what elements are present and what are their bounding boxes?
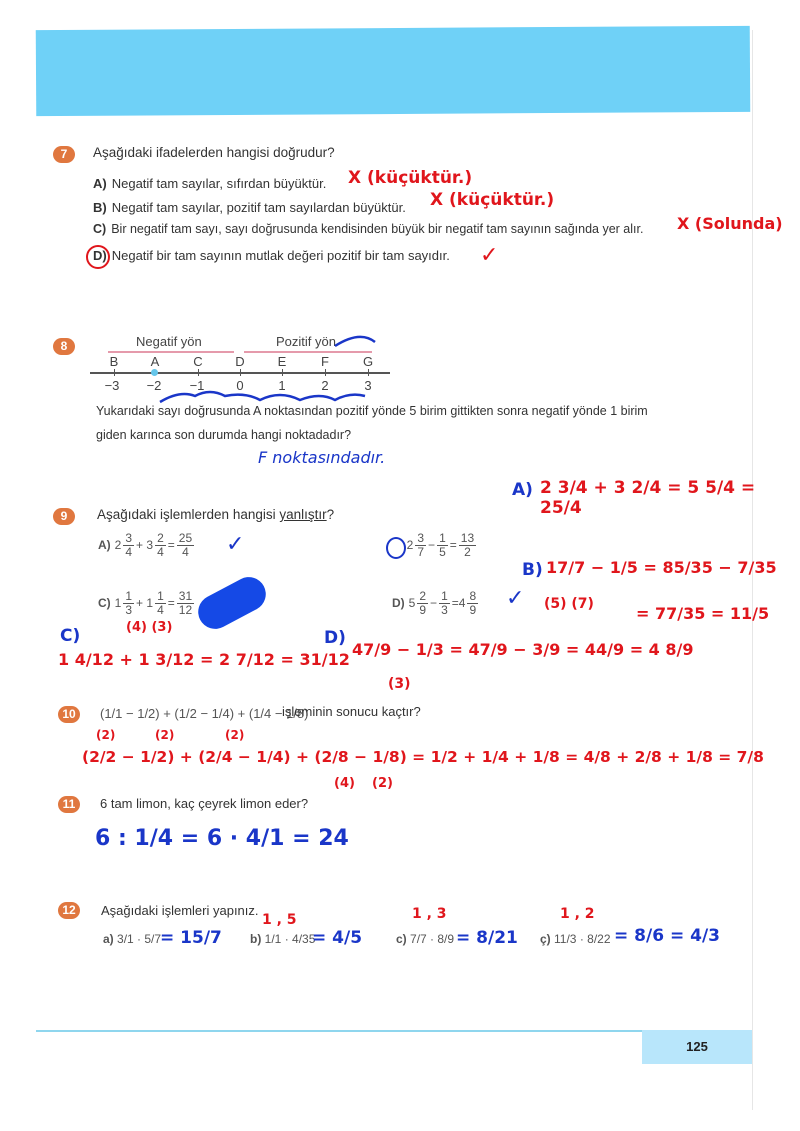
q7-option-d: D) Negatif bir tam sayının mutlak değeri pozitif bir tam sayıdır. bbox=[93, 248, 450, 263]
q9-work-a: 2 3/4 + 3 2/4 = 5 5/4 = 25/4 bbox=[540, 478, 756, 518]
q10-expansion-3: (2) bbox=[225, 728, 245, 742]
question-11-text: 6 tam limon, kaç çeyrek limon eder? bbox=[100, 796, 309, 811]
q7-option-a-mark: X (küçüktür.) bbox=[348, 168, 473, 188]
q9-work-d-expansion: (3) bbox=[388, 676, 411, 692]
q7-option-a: A) Negatif tam sayılar, sıfırdan büyüktür. bbox=[93, 176, 327, 191]
tick-value: −2 bbox=[146, 378, 162, 393]
question-number-10: 10 bbox=[58, 706, 80, 723]
q9-option-c: C) 1 $\frac{1}{3}$ + 1 $\frac{1}{4}$ = $\frac{31}{12}$ bbox=[98, 589, 193, 617]
tick-value: 0 bbox=[236, 378, 244, 393]
point-label-d: D bbox=[235, 354, 245, 369]
question-number-7: 7 bbox=[53, 146, 75, 163]
q9-work-c-expansions: (4) (3) bbox=[126, 620, 173, 635]
tick-value: 1 bbox=[278, 378, 286, 393]
q10-work-expansion-1: (4) bbox=[334, 776, 355, 791]
q12-item-b-answer: = 4/5 bbox=[312, 928, 363, 948]
point-label-a: A bbox=[150, 354, 160, 369]
q7-option-c-mark: X (Solunda) bbox=[677, 214, 783, 233]
footer-line bbox=[36, 1030, 642, 1032]
q9-d-checkmark: ✓ bbox=[506, 586, 525, 611]
question-10-text: işleminin sonucu kaçtır? bbox=[282, 704, 421, 719]
tick-value: −3 bbox=[104, 378, 120, 393]
tick-value: −1 bbox=[189, 378, 205, 393]
point-label-f: F bbox=[321, 354, 329, 369]
question-number-8: 8 bbox=[53, 338, 75, 355]
question-12-text: Aşağıdaki işlemleri yapınız. bbox=[101, 903, 259, 918]
point-label-b: B bbox=[109, 354, 119, 369]
q12-item-b-cancellation: 1 , 5 bbox=[262, 912, 297, 928]
handwritten-jump-arrows bbox=[150, 330, 390, 410]
q9-work-c-tag: C) bbox=[60, 626, 81, 646]
page-number: 125 bbox=[642, 1030, 752, 1064]
q12-item-c-cedilla-answer: = 8/6 = 4/3 bbox=[614, 926, 720, 946]
q9-option-d: D) 5 $\frac{2}{9}$ − $\frac{1}{3}$ = 4 $\frac{8}{9}$ bbox=[392, 589, 477, 617]
q7-option-b: B) Negatif tam sayılar, pozitif tam sayılardan büyüktür. bbox=[93, 200, 406, 215]
q12-item-c: c) 7/7 · 8/9 bbox=[396, 932, 455, 946]
q9-work-b-line1: 17/7 − 1/5 = 85/35 − 7/35 bbox=[546, 558, 777, 577]
q9-work-a-tag: A) bbox=[512, 480, 533, 500]
question-9-text: Aşağıdaki işlemlerden hangisi yanlıştır? bbox=[97, 507, 335, 522]
blue-ink-blot bbox=[192, 571, 272, 635]
q12-item-c-cedilla-cancellation: 1 , 2 bbox=[560, 906, 595, 922]
q9-work-b-line2: = 77/35 = 11/5 bbox=[636, 604, 770, 623]
q9-work-b-tag: B) bbox=[522, 560, 543, 580]
question-number-11: 11 bbox=[58, 796, 80, 813]
q12-item-c-cancellation: 1 , 3 bbox=[412, 906, 447, 922]
q10-expression: (1/1 − 1/2) + (1/2 − 1/4) + (1/4 − 1/8) bbox=[100, 706, 309, 721]
q7-option-c: C) Bir negatif tam sayı, sayı doğrusunda kendisinden büyük bir negatif tam sayının sağında yer alır. bbox=[93, 222, 644, 236]
question-number-12: 12 bbox=[58, 902, 80, 919]
question-number-9: 9 bbox=[53, 508, 75, 525]
q12-item-c-answer: = 8/21 bbox=[456, 928, 518, 948]
q9-a-checkmark: ✓ bbox=[226, 532, 245, 557]
q9-work-d: 47/9 − 1/3 = 47/9 − 3/9 = 44/9 = 4 8/9 bbox=[352, 640, 694, 659]
q9-work-d-tag: D) bbox=[324, 628, 346, 648]
point-label-c: C bbox=[193, 354, 203, 369]
q12-item-c-cedilla: ç) 11/3 · 8/22 bbox=[540, 932, 611, 946]
q9-option-a: A) 2 $\frac{3}{4}$ + 3 $\frac{2}{4}$ = $\frac{25}{4}$ bbox=[98, 531, 193, 559]
header-banner bbox=[36, 26, 751, 116]
q10-handwritten-work: (2/2 − 1/2) + (2/4 − 1/4) + (2/8 − 1/8) = 1/2 + 1/4 + 1/8 = 4/8 + 2/8 + 1/8 = 7/8 bbox=[82, 748, 764, 766]
q12-item-a: a) 3/1 · 5/7 bbox=[103, 932, 162, 946]
q10-work-expansion-2: (2) bbox=[372, 776, 393, 791]
tick-value: 2 bbox=[321, 378, 329, 393]
q9-option-b: 2 $\frac{3}{7}$ − $\frac{1}{5}$ = $\frac{13}{2}$ bbox=[406, 531, 475, 559]
q8-handwritten-answer: F noktasındadır. bbox=[258, 448, 386, 467]
q9-work-b-expansions: (5) (7) bbox=[544, 596, 594, 612]
q10-expansion-1: (2) bbox=[96, 728, 116, 742]
negative-direction-label: Negatif yön bbox=[136, 334, 202, 349]
question-8-line2: giden karınca son durumda hangi noktadadır? bbox=[96, 428, 352, 442]
q7-option-b-mark: X (küçüktür.) bbox=[430, 190, 555, 210]
positive-direction-label: Pozitif yön bbox=[276, 334, 336, 349]
q12-item-a-answer: = 15/7 bbox=[160, 928, 222, 948]
q7-option-d-checkmark: ✓ bbox=[480, 243, 499, 268]
q12-item-b: b) 1/1 · 4/35 bbox=[250, 932, 316, 946]
question-7-text: Aşağıdaki ifadelerden hangisi doğrudur? bbox=[93, 145, 335, 160]
q11-handwritten-work: 6 : 1/4 = 6 · 4/1 = 24 bbox=[95, 826, 349, 851]
q9-work-c: 1 4/12 + 1 3/12 = 2 7/12 = 31/12 bbox=[58, 650, 350, 669]
point-label-g: G bbox=[362, 354, 374, 369]
tick-value: 3 bbox=[364, 378, 372, 393]
q10-expansion-2: (2) bbox=[155, 728, 175, 742]
point-label-e: E bbox=[277, 354, 287, 369]
question-8-line1: Yukarıdaki sayı doğrusunda A noktasından pozitif yönde 5 birim gittikten sonra negatif yönde 1 birim bbox=[96, 404, 648, 418]
